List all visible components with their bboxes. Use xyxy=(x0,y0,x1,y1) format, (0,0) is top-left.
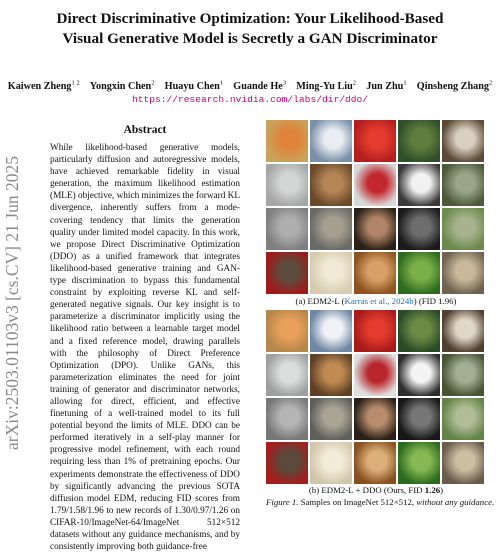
sample-image-bird xyxy=(442,164,484,206)
sample-image-seal xyxy=(310,208,352,250)
sample-image-sports-car xyxy=(310,120,352,162)
sample-image-frog xyxy=(398,252,440,294)
author-name: Kaiwen Zheng xyxy=(7,81,72,93)
sample-grid-edm2 xyxy=(266,120,486,294)
sample-image-man-portrait xyxy=(354,398,396,440)
title-line-2: Visual Generative Model is Secretly a GAN Discriminator xyxy=(62,30,438,47)
author xyxy=(366,81,406,92)
sample-image-white-dog xyxy=(398,164,440,206)
sample-image-moss xyxy=(398,310,440,352)
figure-caption-text: Samples on ImageNet 512×512, xyxy=(298,497,417,507)
sample-image-seal xyxy=(310,398,352,440)
author-affiliation: 3 xyxy=(282,80,287,87)
sample-image-man-portrait xyxy=(354,208,396,250)
author-name: Qinsheng Zhang xyxy=(416,81,489,93)
author-name: Guande He xyxy=(233,81,283,93)
abstract-body: While likelihood-based generative models, particularly diffusion and autoregressive models, have achieved remarkable fidelity in visual generation, the maximum likelihood estimation (MLE) objective, which minimizes the forward KL divergence, inherently suffers from a mode-covering tendency that limits the generation quality under limited model capacity. In this work, we propose Direct Discriminative Optimization (DDO) as a unified framework that integrates likelihood-based generative training and GAN-type discrimination to bypass this fundamental constraint by exploiting reverse KL and self-generated negative signals. Our key insight is to parameterize a discriminator implicitly using the likelihood ratio between a learnable target model and a fixed reference model, drawing parallels with the philosophy of Direct Preference Optimization (DPO). Unlike GANs, this parameterization eliminates the need for joint training of generator and discriminator networks, allowing for direct, efficient, and effective finetuning of a well-trained model to its full potential beyond the limits of MLE. DDO can be performed iteratively in a self-play manner for progressive model refinement, with each round requiring less than 1% of pretraining epochs. Our experiments demonstrate the effectiveness of DDO by significantly advancing the previous SOTA diffusion model EDM, reducing FID scores from 1.79/1.58/1.96 to new records of 1.30/0.97/1.26 on CIFAR-10/ImageNet-64/ImageNet 512×512 datasets without any guidance mechanisms, and by consistently improving both guidance-free xyxy=(50,143,240,553)
sample-image-laptop xyxy=(398,398,440,440)
sample-image-sneaker xyxy=(354,354,396,396)
author-affiliation: 2 xyxy=(352,80,357,87)
figure-caption-end: . xyxy=(492,497,495,507)
subcaption-a-suffix: ) (FID 1.96) xyxy=(413,296,457,306)
author xyxy=(233,81,286,92)
sample-image-rock xyxy=(266,398,308,440)
sample-image-guinea-pig xyxy=(354,442,396,484)
sample-image-white-dog xyxy=(398,354,440,396)
author-name: Ming-Yu Liu xyxy=(296,81,353,93)
subcaption-b-prefix: (b) EDM2-L + DDO (Ours, FID xyxy=(308,485,425,495)
sample-image-sneaker xyxy=(354,164,396,206)
author xyxy=(165,81,223,92)
sample-image-snow-landscape xyxy=(266,354,308,396)
sample-image-landscape xyxy=(442,208,484,250)
sample-image-laptop xyxy=(398,208,440,250)
subcaption-a xyxy=(266,296,486,306)
sample-image-red-telephone xyxy=(266,252,308,294)
sample-image-bird xyxy=(442,354,484,396)
author-affiliation: 2 xyxy=(488,80,493,87)
sample-image-red-parrot xyxy=(354,120,396,162)
figure-caption xyxy=(266,497,500,507)
author xyxy=(296,81,356,92)
sample-image-red-telephone xyxy=(266,442,308,484)
arxiv-stamp-text: arXiv:2503.01103v3 [cs.CV] 21 Jun 2025 xyxy=(2,156,22,450)
author-affiliation: 1 2 xyxy=(71,80,80,87)
author xyxy=(90,81,155,92)
figure-label: Figure 1. xyxy=(266,497,299,507)
sample-image-sports-car xyxy=(310,310,352,352)
sample-image-flower xyxy=(310,252,352,294)
subcaption-b-fid: 1.26 xyxy=(424,485,441,495)
abstract-heading: Abstract xyxy=(123,124,167,136)
sample-image-dog xyxy=(442,120,484,162)
sample-image-rock xyxy=(266,208,308,250)
sample-image-dog xyxy=(442,310,484,352)
figure-caption-italic: without any guidance xyxy=(416,497,493,507)
author-affiliation: 1 xyxy=(403,80,407,87)
sample-image-landscape xyxy=(442,398,484,440)
sample-image-flower xyxy=(310,442,352,484)
sample-image-people xyxy=(442,442,484,484)
paper-title xyxy=(0,9,500,49)
author-affiliation: 2 xyxy=(151,80,155,87)
subcaption-b xyxy=(266,485,486,495)
sample-image-guinea-pig xyxy=(354,252,396,294)
sample-image-red-parrot xyxy=(354,310,396,352)
arxiv-stamp xyxy=(2,128,24,478)
author-affiliation: 1 xyxy=(219,80,224,87)
citation-link[interactable]: Karras et al., 2024b xyxy=(344,296,414,306)
subcaption-a-prefix: (a) EDM2-L ( xyxy=(295,296,345,306)
author-name: Huayu Chen xyxy=(164,81,220,93)
sample-image-people xyxy=(442,252,484,294)
author xyxy=(417,81,492,92)
author-list xyxy=(0,80,500,92)
author xyxy=(8,81,80,92)
sample-image-puppy xyxy=(310,354,352,396)
project-url[interactable]: https://research.nvidia.com/labs/dir/ddo/ xyxy=(131,94,369,105)
sample-image-puppy xyxy=(310,164,352,206)
subcaption-b-suffix: ) xyxy=(440,485,444,495)
sample-image-snow-landscape xyxy=(266,164,308,206)
sample-image-goldfish xyxy=(266,120,308,162)
author-name: Jun Zhu xyxy=(366,81,404,93)
sample-image-goldfish xyxy=(266,310,308,352)
title-line-1: Direct Discriminative Optimization: Your Likelihood-Based xyxy=(56,10,444,27)
sample-image-frog xyxy=(398,442,440,484)
sample-grid-ddo xyxy=(266,310,486,484)
sample-image-moss xyxy=(398,120,440,162)
author-name: Yongxin Chen xyxy=(89,81,152,93)
